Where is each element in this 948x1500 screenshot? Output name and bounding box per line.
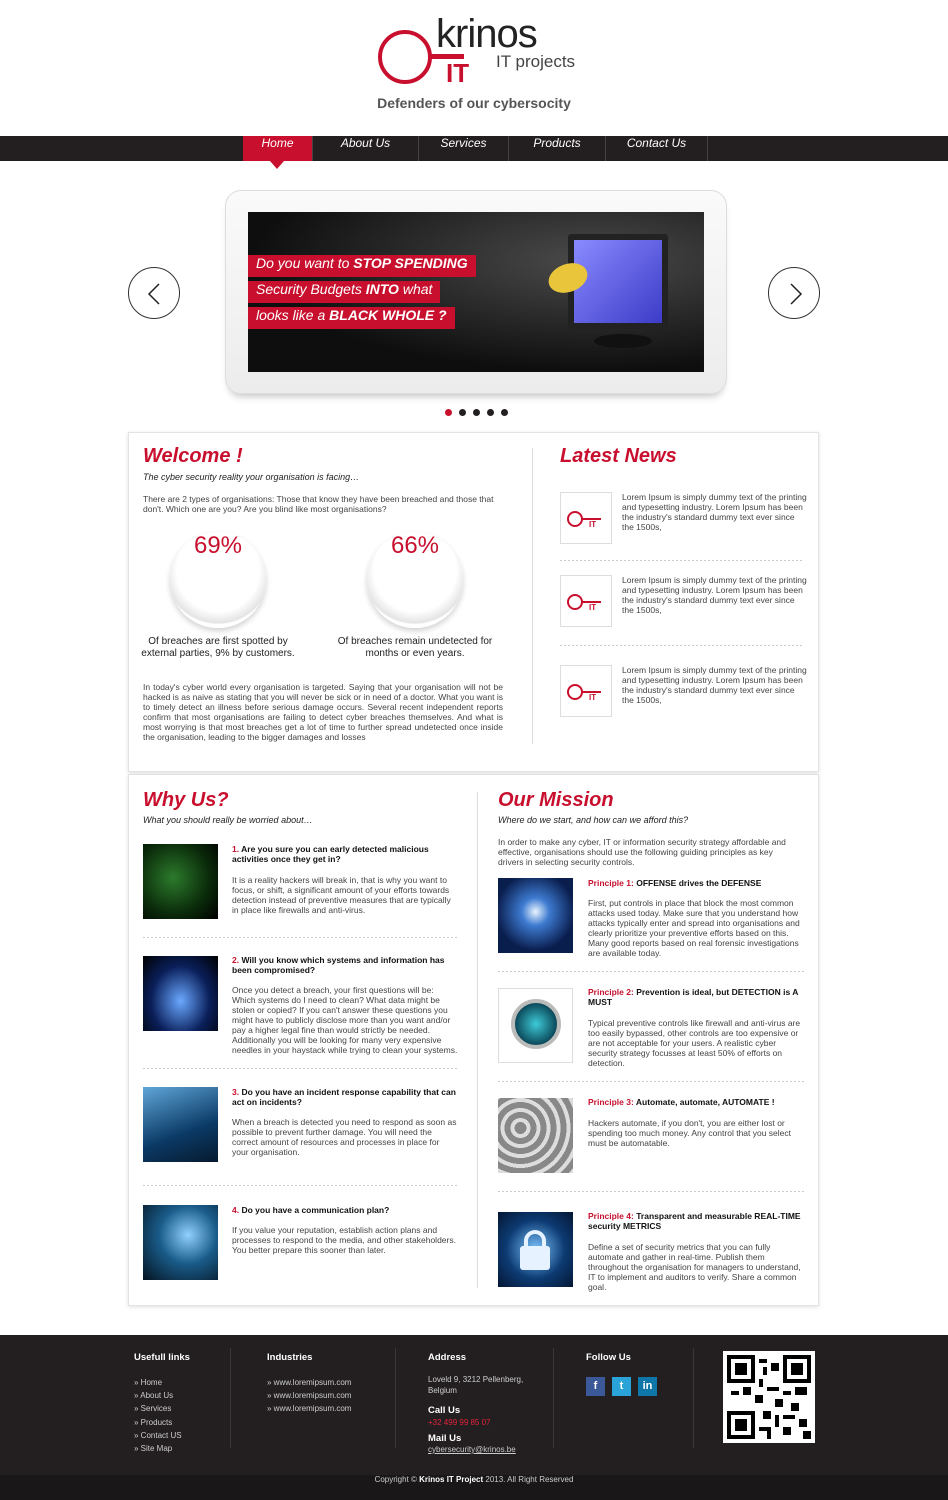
column-divider — [477, 792, 478, 1288]
mission-title: Our Mission — [498, 789, 614, 811]
principle-1-heading — [588, 878, 802, 888]
why-answer-4: If you value your reputation, establish action plans and processes to respond to the media, and other stakeholders. You better prepare this sooner than later. — [232, 1225, 456, 1255]
why-answer-2: Once you detect a breach, your first questions will be: Which systems do I need to clean? What data might be stolen or copied? If you can't answer these questions you might have to publicly disclose more than you want and/or pay a higher legal fine than would strictly be needed. Additionally you will be looking for many very expensive needles in your haystack while trying to clean your systems. — [232, 985, 458, 1055]
principle-3-text: Hackers automate, if you don't, you are either lost or spending too much money. Any control that you select must be automatable. — [588, 1118, 792, 1148]
link-text: About Us — [140, 1391, 174, 1400]
footer-phone[interactable]: +32 499 99 85 07 — [428, 1418, 491, 1427]
why-question-4 — [232, 1205, 458, 1215]
news-thumb-1[interactable] — [560, 492, 612, 544]
footer-link-about[interactable]: » About Us — [134, 1391, 174, 1400]
link-text: www.loremipsum.com — [273, 1404, 352, 1413]
slider-dot-1[interactable] — [445, 409, 452, 416]
copyright-prefix: Copyright © — [374, 1475, 420, 1484]
mission-divider — [498, 971, 804, 972]
why-question-2 — [232, 955, 458, 975]
question-text: Are you sure you can early detected malicious activities once they get in? — [232, 844, 429, 864]
welcome-intro: There are 2 types of organisations: Those that know they have been breached and those that don't. Which one are you? Are you blind like most organisations? — [143, 494, 494, 514]
principle-title: OFFENSE drives the DEFENSE — [636, 878, 762, 888]
logo-it: IT — [446, 58, 470, 88]
stat-circle-1: 69% — [170, 532, 266, 628]
principle-number: Principle 1: — [588, 878, 634, 888]
question-number: 1. — [232, 844, 240, 854]
facebook-icon[interactable]: f — [586, 1377, 605, 1396]
caption-text: Do you want to — [256, 255, 354, 271]
footer-follow-title: Follow Us — [586, 1352, 631, 1363]
monitor-stand — [594, 334, 652, 348]
footer-link-contact[interactable]: » Contact US — [134, 1431, 182, 1440]
touch-screen-image — [143, 1087, 218, 1162]
logo-it: IT — [589, 603, 597, 612]
stat-caption-1: Of breaches are first spotted by external parties, 9% by customers. — [141, 636, 295, 659]
hacker-attack-image — [143, 844, 218, 919]
nav-home[interactable]: Home — [243, 136, 312, 161]
principle-title: Prevention is ideal, but DETECTION is A MUST — [588, 987, 799, 1007]
column-divider — [532, 448, 533, 744]
footer-divider — [553, 1348, 554, 1448]
news-divider — [560, 645, 802, 646]
twitter-icon[interactable]: t — [612, 1377, 631, 1396]
footer-link-services[interactable]: » Services — [134, 1404, 172, 1413]
question-text: Do you have a communication plan? — [241, 1205, 390, 1215]
welcome-title: Welcome ! — [143, 445, 243, 467]
footer-divider — [693, 1348, 694, 1448]
caption-emphasis: BLACK WHOLE ? — [329, 307, 447, 323]
qr-code — [723, 1351, 815, 1443]
principle-number: Principle 2: — [588, 987, 634, 997]
slider-dot-2[interactable] — [459, 409, 466, 416]
why-title: Why Us? — [143, 789, 229, 811]
mission-subtitle: Where do we start, and how can we afford this? — [498, 815, 689, 825]
news-title: Latest News — [560, 445, 677, 467]
news-thumb-2[interactable] — [560, 575, 612, 627]
link-text: www.loremipsum.com — [273, 1391, 352, 1400]
why-question-3 — [232, 1087, 458, 1107]
chevron-right-icon — [785, 282, 805, 306]
footer-address-title: Address — [428, 1352, 467, 1363]
nav-contact-us[interactable]: Contact Us — [605, 136, 708, 161]
question-text: Do you have an incident response capability that can act on incidents? — [232, 1087, 456, 1107]
nav-services[interactable]: Services — [418, 136, 508, 161]
slider-prev-button[interactable] — [128, 267, 180, 319]
industry-link-1[interactable]: » www.loremipsum.com — [267, 1378, 352, 1387]
server-room-image — [143, 956, 218, 1031]
news-divider — [560, 560, 802, 561]
welcome-body: In today's cyber world every organisation is targeted. Saying that your organisation will not be hacked is as naive as stating that you will never be sick or in need of a doctor. What you want is to timely detect an illness before serious damage occurs. Several recent independent reports confirm that most organisations are failing to detect cyber breaches themselves. And what is most worrying is that most breaches get a lot of time to further spread undetected once inside the organisation, leading to the bigger damages and losses — [143, 682, 503, 742]
footer-divider — [395, 1348, 396, 1448]
why-subtitle: What you should really be worried about… — [143, 815, 313, 825]
caption-text: Security Budgets — [256, 281, 366, 297]
why-answer-1: It is a reality hackers will break in, that is why you want to focus, or shift, a significant amount of your efforts towards detection instead of preventive measures that are typically in place like firewalls and anti-virus. — [232, 875, 451, 915]
slider-caption-1 — [248, 255, 476, 277]
gears-image — [498, 1098, 573, 1173]
stat-caption-2: Of breaches remain undetected for months or even years. — [337, 636, 493, 659]
nav-active-pointer — [270, 161, 284, 169]
copyright — [0, 1475, 948, 1500]
news-thumb-3[interactable] — [560, 665, 612, 717]
welcome-subtitle: The cyber security reality your organisation is facing… — [143, 472, 360, 482]
link-text: www.loremipsum.com — [273, 1378, 352, 1387]
question-number: 3. — [232, 1087, 240, 1097]
principle-2-text: Typical preventive controls like firewall and anti-virus are too easily bypassed, other controls are too expensive or are not acceptable for your users. A realistic cyber security strategy focusses at least 50% of efforts on detection. — [588, 1018, 801, 1068]
question-number: 2. — [232, 955, 240, 965]
why-question-1 — [232, 844, 458, 864]
footer-links-title: Usefull links — [134, 1352, 190, 1363]
logo-ring-icon — [378, 30, 432, 84]
industry-link-3[interactable]: » www.loremipsum.com — [267, 1404, 352, 1413]
mission-divider — [498, 1081, 804, 1082]
padlock-circuit-image — [498, 1212, 573, 1287]
logo-wordmark: krinos — [436, 12, 537, 56]
footer-call-title: Call Us — [428, 1405, 461, 1416]
footer-divider — [230, 1348, 231, 1448]
why-divider — [143, 1185, 459, 1186]
qr-code-icon — [727, 1355, 811, 1439]
slider-dot-4[interactable] — [487, 409, 494, 416]
principle-3-heading — [588, 1097, 802, 1107]
caption-text: looks like a — [256, 307, 330, 323]
tagline: Defenders of our cybersocity — [377, 95, 571, 111]
radar-image — [498, 988, 573, 1063]
mission-intro: In order to make any cyber, IT or information security strategy affordable and effective, organisations should use the following guiding principles as key drivers in selecting security controls. — [498, 837, 786, 867]
why-divider — [143, 937, 459, 938]
slider-dot-5[interactable] — [501, 409, 508, 416]
principle-4-heading — [588, 1211, 802, 1231]
news-item-3[interactable]: Lorem Ipsum is simply dummy text of the printing and typesetting industry. Lorem Ipsum has been the industry's standard dummy text ever since the 1500s, — [622, 665, 807, 705]
nav-about-us[interactable]: About Us — [312, 136, 418, 161]
chevron-left-icon — [145, 282, 165, 306]
address-line-2: Belgium — [428, 1386, 457, 1395]
footer-industries-title: Industries — [267, 1352, 313, 1363]
copyright-suffix: 2013. All Right Reserved — [483, 1475, 574, 1484]
linkedin-icon[interactable]: in — [638, 1377, 657, 1396]
slider-caption-3 — [248, 307, 455, 329]
caption-emphasis: STOP SPENDING — [353, 255, 468, 271]
slider-image[interactable] — [248, 212, 704, 372]
footer-link-products[interactable]: » Products — [134, 1418, 173, 1427]
stat-circle-2: 66% — [367, 532, 463, 628]
footer-mail-title: Mail Us — [428, 1433, 462, 1444]
logo-it: IT — [589, 693, 597, 702]
link-text: Site Map — [140, 1444, 173, 1453]
logo-subtitle: IT projects — [496, 52, 576, 71]
address-line-1: Loveld 9, 3212 Pellenberg, — [428, 1375, 524, 1384]
data-tunnel-image — [498, 878, 573, 953]
question-text: Will you know which systems and information has been compromised? — [232, 955, 445, 975]
slider-next-button[interactable] — [768, 267, 820, 319]
main-nav — [0, 136, 948, 161]
slider-dot-3[interactable] — [473, 409, 480, 416]
copyright-company: Krinos IT Project — [419, 1475, 484, 1484]
principle-1-text: First, put controls in place that block the most common attacks used today. Make sure that you understand how attacks typically enter and spread into organisations and clearly prioritize your preventive efforts based on this. Many good reports based on real forensic investigations are available today. — [588, 898, 800, 958]
industry-link-2[interactable]: » www.loremipsum.com — [267, 1391, 352, 1400]
link-text: Products — [140, 1418, 173, 1427]
footer-link-sitemap[interactable]: » Site Map — [134, 1444, 173, 1453]
logo-it: IT — [589, 520, 597, 529]
news-item-2[interactable]: Lorem Ipsum is simply dummy text of the printing and typesetting industry. Lorem Ipsum has been the industry's standard dummy text ever since the 1500s, — [622, 575, 807, 615]
link-text: Contact US — [140, 1431, 182, 1440]
footer-email[interactable]: cybersecurity@krinos.be — [428, 1445, 516, 1454]
radar-icon — [511, 999, 561, 1049]
link-text: Home — [140, 1378, 163, 1387]
logo[interactable] — [376, 12, 576, 88]
principle-4-text: Define a set of security metrics that you can fully automate and gather in real-time. Publish them throughout the organisation for managers to understand, IT to implement and auditors to verify. Share a common goal. — [588, 1242, 801, 1292]
news-item-1[interactable]: Lorem Ipsum is simply dummy text of the printing and typesetting industry. Lorem Ipsum has been the industry's standard dummy text ever since the 1500s, — [622, 492, 807, 532]
caption-emphasis: INTO — [365, 281, 399, 297]
link-text: Services — [140, 1404, 172, 1413]
globe-network-image — [143, 1205, 218, 1280]
principle-2-heading — [588, 987, 802, 1007]
footer-link-home[interactable]: » Home — [134, 1378, 163, 1387]
nav-products[interactable]: Products — [508, 136, 605, 161]
slider-caption-2 — [248, 281, 440, 303]
question-number: 4. — [232, 1205, 240, 1215]
principle-number: Principle 3: — [588, 1097, 634, 1107]
lock-icon — [520, 1246, 550, 1270]
principle-title: Transparent and measurable REAL-TIME security METRICS — [588, 1211, 801, 1231]
principle-title: Automate, automate, AUTOMATE ! — [635, 1097, 775, 1107]
why-divider — [143, 1068, 459, 1069]
principle-number: Principle 4: — [588, 1211, 634, 1221]
caption-text: what — [398, 281, 433, 297]
mission-divider — [498, 1191, 804, 1192]
why-answer-3: When a breach is detected you need to respond as soon as possible to prevent further damage. You will need the correct amount of resources and processes in place for your organisation. — [232, 1117, 457, 1157]
